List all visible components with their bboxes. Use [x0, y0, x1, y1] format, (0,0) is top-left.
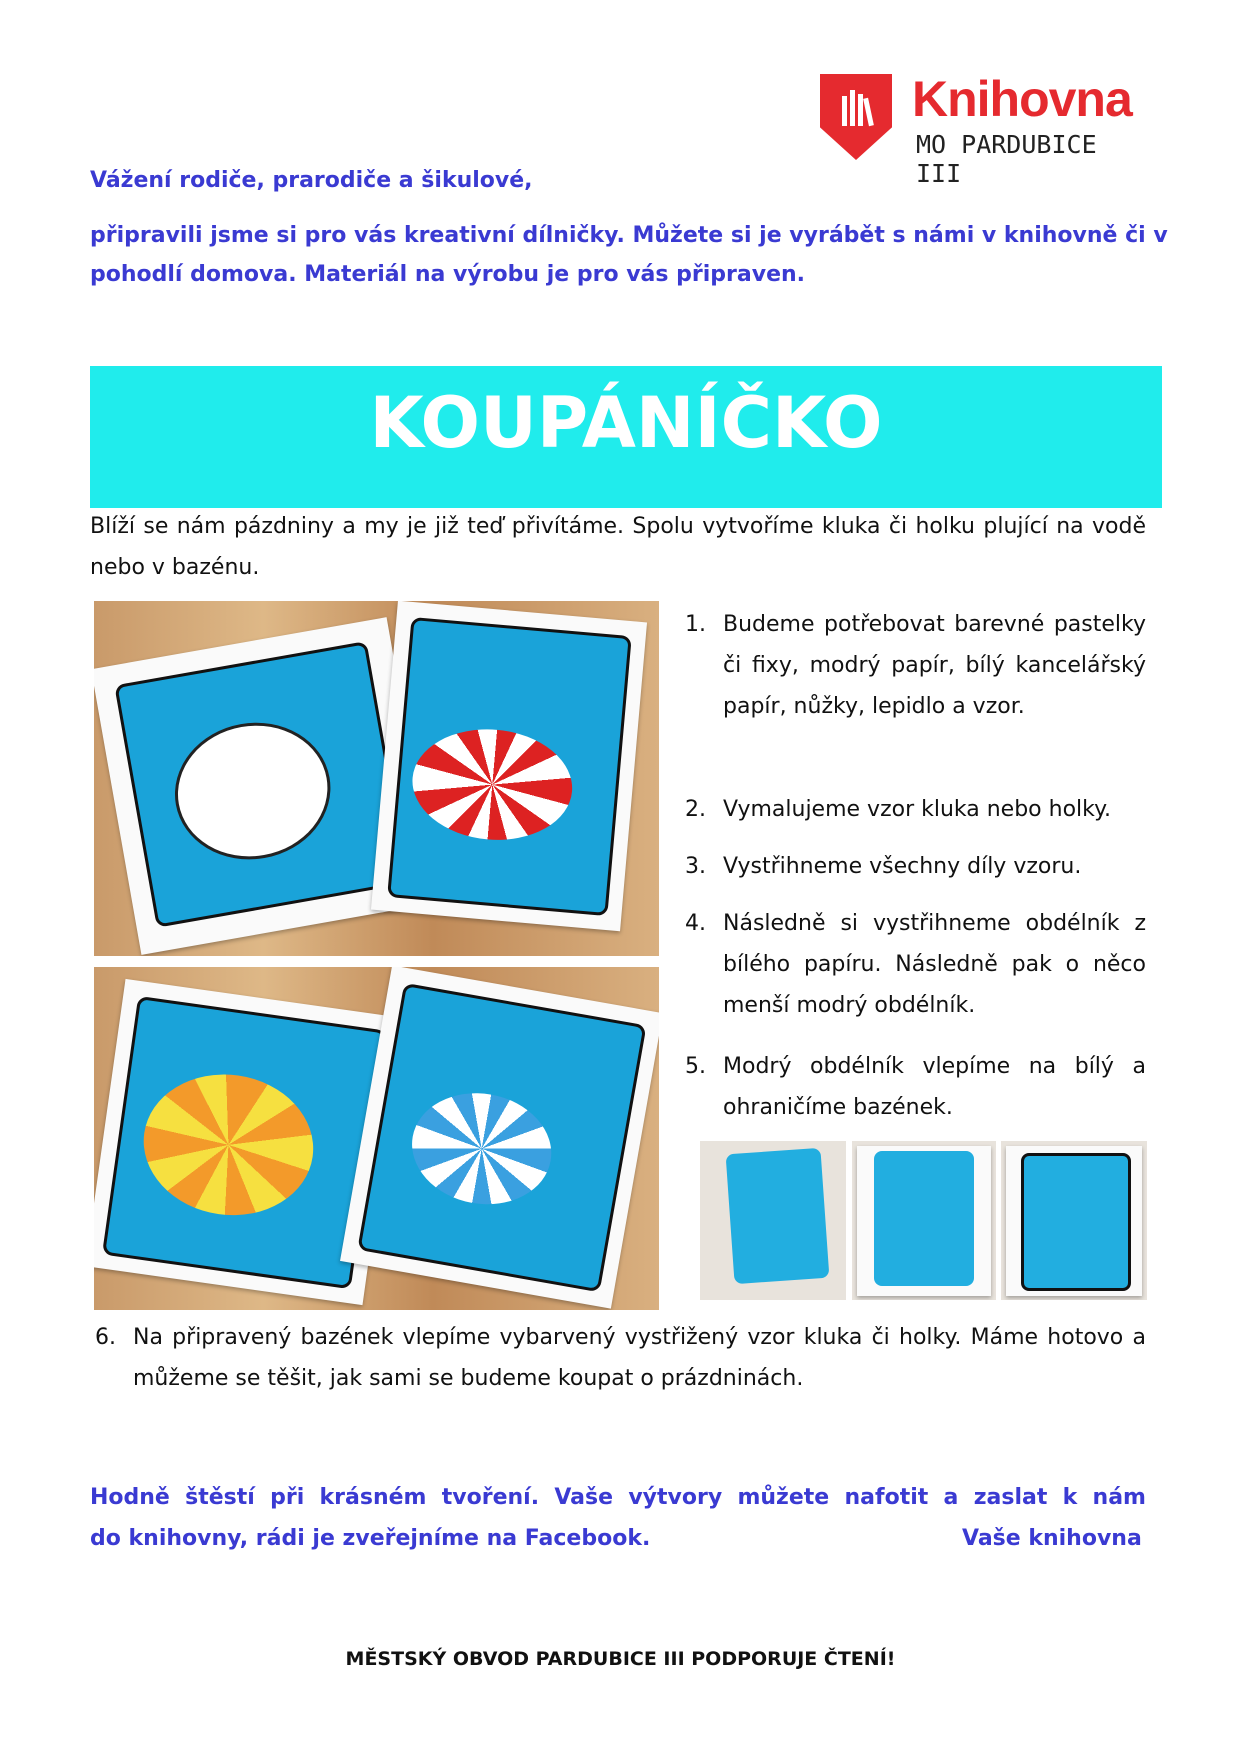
step-6: 6. Na připravený bazének vlepíme vybarvený vystřižený vzor kluka či holky. Máme hotovo a můžeme se těšit, jak sami se budeme koupat o prázdninách.	[95, 1325, 1146, 1391]
title-banner	[90, 366, 1162, 508]
step-photo-3	[1001, 1141, 1147, 1300]
signature: Vaše knihovna	[962, 1526, 1142, 1551]
craft-photo-girls	[94, 967, 659, 1310]
logo-subtitle: MO PARDUBICE III	[916, 130, 1097, 188]
step-1: 1. Budeme potřebovat barevné pastelky či fixy, modrý papír, bílý kancelářský papír, nůžky, lepidlo a vzor.	[685, 612, 1146, 719]
step-2: 2. Vymalujeme vzor kluka nebo holky.	[685, 797, 1111, 822]
step-4: 4. Následně si vystřihneme obdélník z bílého papíru. Následně pak o něco menší modrý obdélník.	[685, 911, 1146, 1018]
page-title: KOUPÁNÍČKO	[369, 382, 883, 464]
footer-slogan: MĚSTSKÝ OBVOD PARDUBICE III PODPORUJE ČTENÍ!	[345, 1648, 896, 1670]
craft-photo-boys	[94, 601, 659, 956]
closing-line-2: do knihovny, rádi je zveřejníme na Facebook.	[90, 1526, 651, 1551]
step-photo-2	[852, 1141, 996, 1300]
step-3: 3. Vystřihneme všechny díly vzoru.	[685, 854, 1082, 879]
step-5: 5. Modrý obdélník vlepíme na bílý a ohraničíme bazének.	[685, 1054, 1146, 1120]
step-photo-1	[700, 1141, 846, 1300]
library-logo	[820, 70, 1140, 188]
intro-line-1: připravili jsme si pro vás kreativní dílničky. Můžete si je vyrábět s námi v knihovně či v	[90, 223, 1168, 248]
greeting: Vážení rodiče, prarodiče a šikulové,	[90, 168, 533, 193]
closing-line-1: Hodně štěstí při krásném tvoření. Vaše výtvory můžete nafotit a zaslat k nám	[90, 1485, 1146, 1510]
description: Blíží se nám pázdniny a my je již teď přivítáme. Spolu vytvoříme kluka či holku plující na vodě nebo v bazénu.	[90, 514, 1146, 580]
logo-name: Knihovna	[912, 71, 1132, 127]
intro-line-2: pohodlí domova. Materiál na výrobu je pro vás připraven.	[90, 262, 806, 287]
book-shield-icon	[820, 74, 892, 160]
